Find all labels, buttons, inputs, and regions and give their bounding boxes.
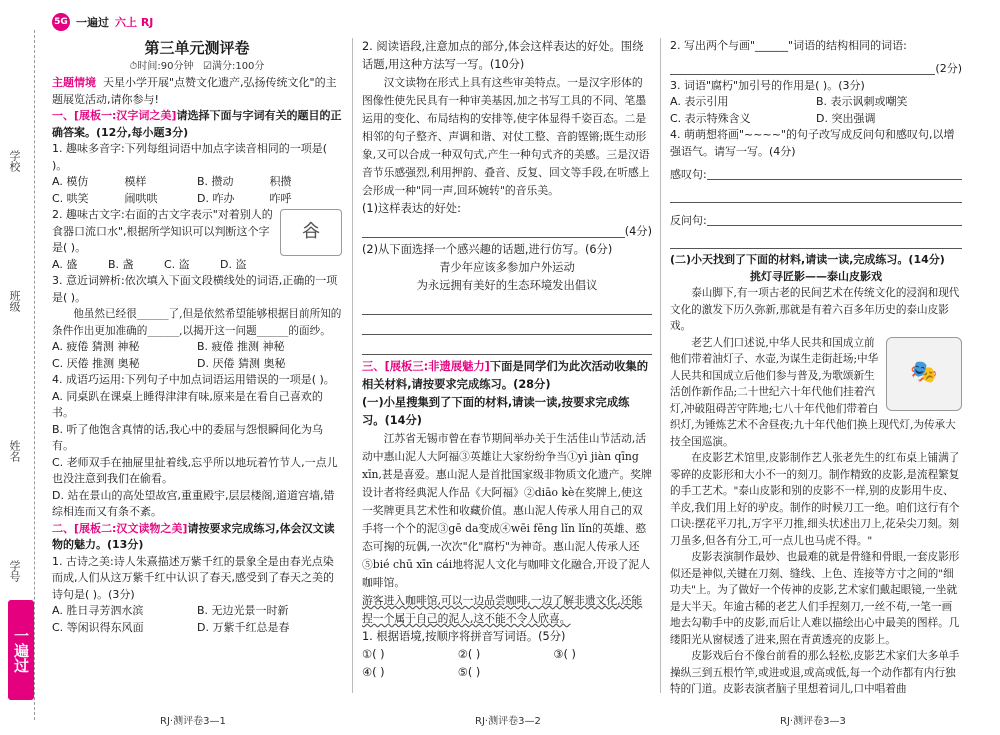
- exclamatory-label: 感叹句:: [670, 167, 707, 181]
- answer-line[interactable]: [362, 338, 652, 355]
- q8-score: (2分): [935, 62, 962, 75]
- binding-strip: [0, 0, 40, 735]
- header-brand: 一遍过: [76, 16, 109, 29]
- clock-icon: ⏱: [129, 60, 138, 72]
- article-para-2: 老艺人们口述说,中华人民共和国成立前他们带着油灯子、水壶,为谋生走街赶场;中华人民共和国成立后他们参与普及,为歌颂新生活创作新作品;二十世纪六十年代他们挂着汽灯,冲破阻碍苦守阵地;七八十年代他们带着白织灯,为锤炼艺术不舍昼夜;九十年代他们换上现代灯,为传承大技全国巡演。: [670, 336, 956, 448]
- answer-line[interactable]: [707, 209, 962, 226]
- q6-1-score: (4分): [624, 225, 652, 238]
- subsection-3-1: (一)小星搜集到了下面的材料,请读一读,按要求完成练习。(14分): [362, 396, 630, 427]
- column-2: [362, 38, 652, 698]
- footer-2: RJ·测评卷3—2: [475, 716, 541, 727]
- question-1: 1. 趣味多音字:下列每组词语中加点字读音相同的一项是( )。: [52, 142, 327, 172]
- column-separator: [352, 38, 353, 693]
- id-label: 学号: [8, 560, 21, 582]
- section-1-heading: 一、[展板一:汉字词之美]请选择下面与字词有关的题目的正确答案。(12分,每小题3分): [52, 109, 342, 139]
- cut-line: [34, 30, 35, 720]
- column-1: [52, 38, 342, 698]
- check-icon: ☑: [203, 60, 212, 72]
- answer-line[interactable]: [707, 163, 962, 180]
- answer-line[interactable]: [362, 221, 625, 238]
- question-8: 2. 写出两个与画"______"词语的结构相同的词语:: [670, 39, 907, 52]
- page-header: [52, 12, 153, 32]
- q6-passage: 汉文读物在形式上具有这些审美特点。一是汉字形体的图像性使先民具有一种审美基因,加之书写工具的不同、笔墨运用的变化、布局结构的安排等,使字体显得千姿百态。二是相邻的句子整齐、声调和谐、对仗工整、音韵铿锵;既生动形象,又可以合成一种双句式,产生一种句式齐的美感。三是汉语音节乐感强烈,利用押韵、叠音、反复、回文等手段,在听感上会形成一种"同一声,回环婉转"的音乐美。: [362, 76, 650, 197]
- article-para-4: 皮影表演制作最妙、也最难的就是骨缝和骨眼,一套皮影形似还是神似,关键在刀刻、缝线、上色、连接等方寸之间的"细功夫"上。为了做好一个传神的皮影,艺术家们戴起眼镜,一坐就是大半天。年逾古稀的老艺人们手捏刻刀,一丝不苟,一笔一画地去勾勒手中的皮影,而后让人难以描绘出心中最美的图样。几缕阳光从窗棂透了进来,照在青黄透亮的皮影上。: [670, 551, 960, 646]
- section-2-heading: 二、[展板二:汉文读物之美]请按要求完成练习,体会汉文读物的魅力。(13分): [52, 521, 335, 551]
- q6-part-1: (1)这样表达的好处:: [362, 202, 461, 215]
- subsection-3-2: (二)小天找到了下面的材料,请读一读,完成练习。(14分): [670, 253, 945, 266]
- question-6: 2. 阅读语段,注意加点的部分,体会这样表达的好处。围绕话题,用这种方法写一写。(10分): [362, 40, 644, 71]
- school-label: 学校: [8, 150, 21, 172]
- column-separator: [660, 38, 661, 693]
- pinyin-blanks: ①( ) ②( ) ③( ) ④( ) ⑤( ): [362, 648, 576, 679]
- question-2: 2. 趣味古文字:右面的古文字表示"对着别人的食器口流口水",根据所学知识可以判断这个字是( )。: [52, 208, 273, 254]
- answer-line[interactable]: [670, 58, 935, 75]
- wavy-sentence: 游客进入咖啡馆,可以一边品尝咖啡,一边了解非遗文化,还能捏一个属于自己的泥人,这不能不令人欣喜。: [362, 594, 643, 625]
- q4-option-c[interactable]: C. 老师双手在抽屉里扯着线,忘乎所以地玩着竹节人,一点儿也没注意到我们在偷看。: [52, 455, 338, 485]
- answer-line[interactable]: [362, 298, 652, 315]
- question-3: 3. 意近词辨析:依次填入下面文段横线处的词语,正确的一项是( )。: [52, 274, 338, 304]
- section-3-heading: 三、[展板三:非遗展魅力]下面是同学们为此次活动收集的相关材料,请按要求完成练习。(28分): [362, 360, 648, 391]
- exam-meta: ⏱时间:90分钟 ☑满分:100分: [129, 60, 265, 72]
- rhetorical-label: 反问句:: [670, 213, 707, 227]
- header-grade: 六上 RJ: [115, 16, 154, 29]
- q9-options: A. 表示引用 B. 表示讽刺或嘲笑 C. 表示特殊含义 D. 突出强调: [670, 95, 908, 125]
- answer-line[interactable]: [670, 232, 962, 249]
- article-title: 挑灯寻匠影——泰山皮影戏: [750, 269, 882, 283]
- name-label: 姓名: [8, 440, 21, 462]
- article-para-3: 在皮影艺术馆里,皮影制作艺人张老先生的红布桌上铺满了零碎的皮影形和大小不一的刻刀。制作精致的皮影,是流程繁复的手工艺术。"泰山皮影和别的皮影不一样,别的皮影用牛皮、羊皮,我们用上好的驴皮。制作的时候刀工一绝。咱们这行有个口诀:摆花平刀扎,万字平刀推,细头状述出刀上,花朵尖刀刻。刻刀虽多,但各有分工,可一点儿也马虎不得。": [670, 452, 960, 547]
- q5-options: A. 胜日寻芳泗水滨 B. 无边光景一时新 C. 等闲识得东风面 D. 万紫千红总是春: [52, 604, 290, 634]
- q4-option-b[interactable]: B. 听了他饱含真情的话,我心中的委屈与怨恨瞬间化为乌有。: [52, 422, 324, 452]
- class-label: 班级: [8, 290, 21, 312]
- answer-line[interactable]: [362, 318, 652, 335]
- footer-1: RJ·测评卷3—1: [160, 716, 226, 727]
- question-7: 1. 根据语境,按顺序将拼音写词语。(5分): [362, 630, 566, 643]
- topic-2[interactable]: 为永远拥有美好的生态环境发出倡议: [416, 279, 598, 292]
- question-9: 3. 词语"腐朽"加引号的作用是( )。(3分): [670, 78, 865, 92]
- article-para-5: 皮影戏后台不像台前看的那么轻松,皮影艺术家们大多单手操纵三到五根竹竿,或进或退,或高或低,每一个动作都有内行独特的门道。皮影表演者脑子里想着词儿,口中唱着曲: [670, 650, 960, 695]
- answer-line[interactable]: [670, 186, 962, 203]
- footer-3: RJ·测评卷3—3: [780, 716, 846, 727]
- situation-text: 天星小学开展"点赞文化遗产,弘扬传统文化"的主题展览活动,请你参与!: [52, 76, 337, 106]
- q3-passage: 他虽然已经很______了,但是依然希望能够根据目前所知的条件作出更加准确的______,以揭开这一问题______的面纱。: [52, 308, 342, 337]
- q6-part-2: (2)从下面选择一个感兴趣的话题,进行仿写。(6分): [362, 243, 613, 256]
- page-title: 第三单元测评卷: [144, 39, 250, 57]
- q3-options: A. 疲倦 猜测 神秘 B. 疲倦 推测 神秘 C. 厌倦 推测 奥秘 D. 厌倦 猜测 奥秘: [52, 340, 286, 370]
- shadow-puppet-image: 🎭: [886, 337, 962, 411]
- brand-vertical: 一遍过: [8, 600, 34, 700]
- situation-label: 主题情境: [52, 76, 96, 89]
- nonheritage-passage: 江苏省无锡市曾在春节期间举办关于生活佳山节活动,活动中惠山泥人大阿福③英雄让大家纷纷争当①yì jiàn qīng xīn,甚是喜爱。惠山泥人是首批国家级非物质文化遗产。奖牌设计者将经典泥人作品《大阿福》②diāo kè在奖牌上,使这一奖牌更具艺术性和收藏价值。惠山泥人传承人用自己的双手将一个个的泥③gē da变成④wēi fēng lǐn lǐn的英雄、憨态可掬的玩偶,一次次"化"腐朽"为神奇。惠山泥人传承人还⑤bié chū xīn cái地将泥人文化与咖啡文化融合,开设了泥人咖啡馆。: [362, 432, 652, 589]
- column-3: [670, 38, 962, 698]
- question-5: 1. 古诗之美:诗人朱熹描述万紫千红的景象全是由春光点染而成,人们从这万紫千红中认识了春天,感受到了春天之美的诗句是( )。(3分): [52, 554, 334, 601]
- q4-option-d[interactable]: D. 站在景山的高处望故宫,重重殿宇,层层楼阁,道道宫墙,错综相连而又有条不紊。: [52, 488, 335, 518]
- article-para-1: 泰山脚下,有一项古老的民间艺术在传统文化的浸润和现代文化的激发下历久弥新,那就是有着六百多年历史的泰山皮影戏。: [670, 287, 960, 332]
- q2-options: A. 盛 B. 盏 C. 盗 D. 盗: [52, 257, 247, 271]
- star-icon: 5G: [52, 13, 70, 31]
- question-10: 4. 萌萌想将画"~~~~"的句子改写成反问句和感叹句,以增强语气。请写一写。(4分): [670, 128, 955, 158]
- ancient-character-image: 𧮫: [280, 209, 342, 256]
- q4-option-a[interactable]: A. 同桌趴在课桌上睡得津津有味,原来是在看自己喜欢的书。: [52, 389, 323, 419]
- q1-options: A. 模仿 模样 B. 攒动 积攒 C. 哄笑 闹哄哄 D. 咋办 咋呼: [52, 175, 292, 205]
- topic-1[interactable]: 青少年应该多参加户外运动: [439, 261, 575, 274]
- question-4: 4. 成语巧运用:下列句子中加点词语运用错误的一项是( )。: [52, 373, 335, 386]
